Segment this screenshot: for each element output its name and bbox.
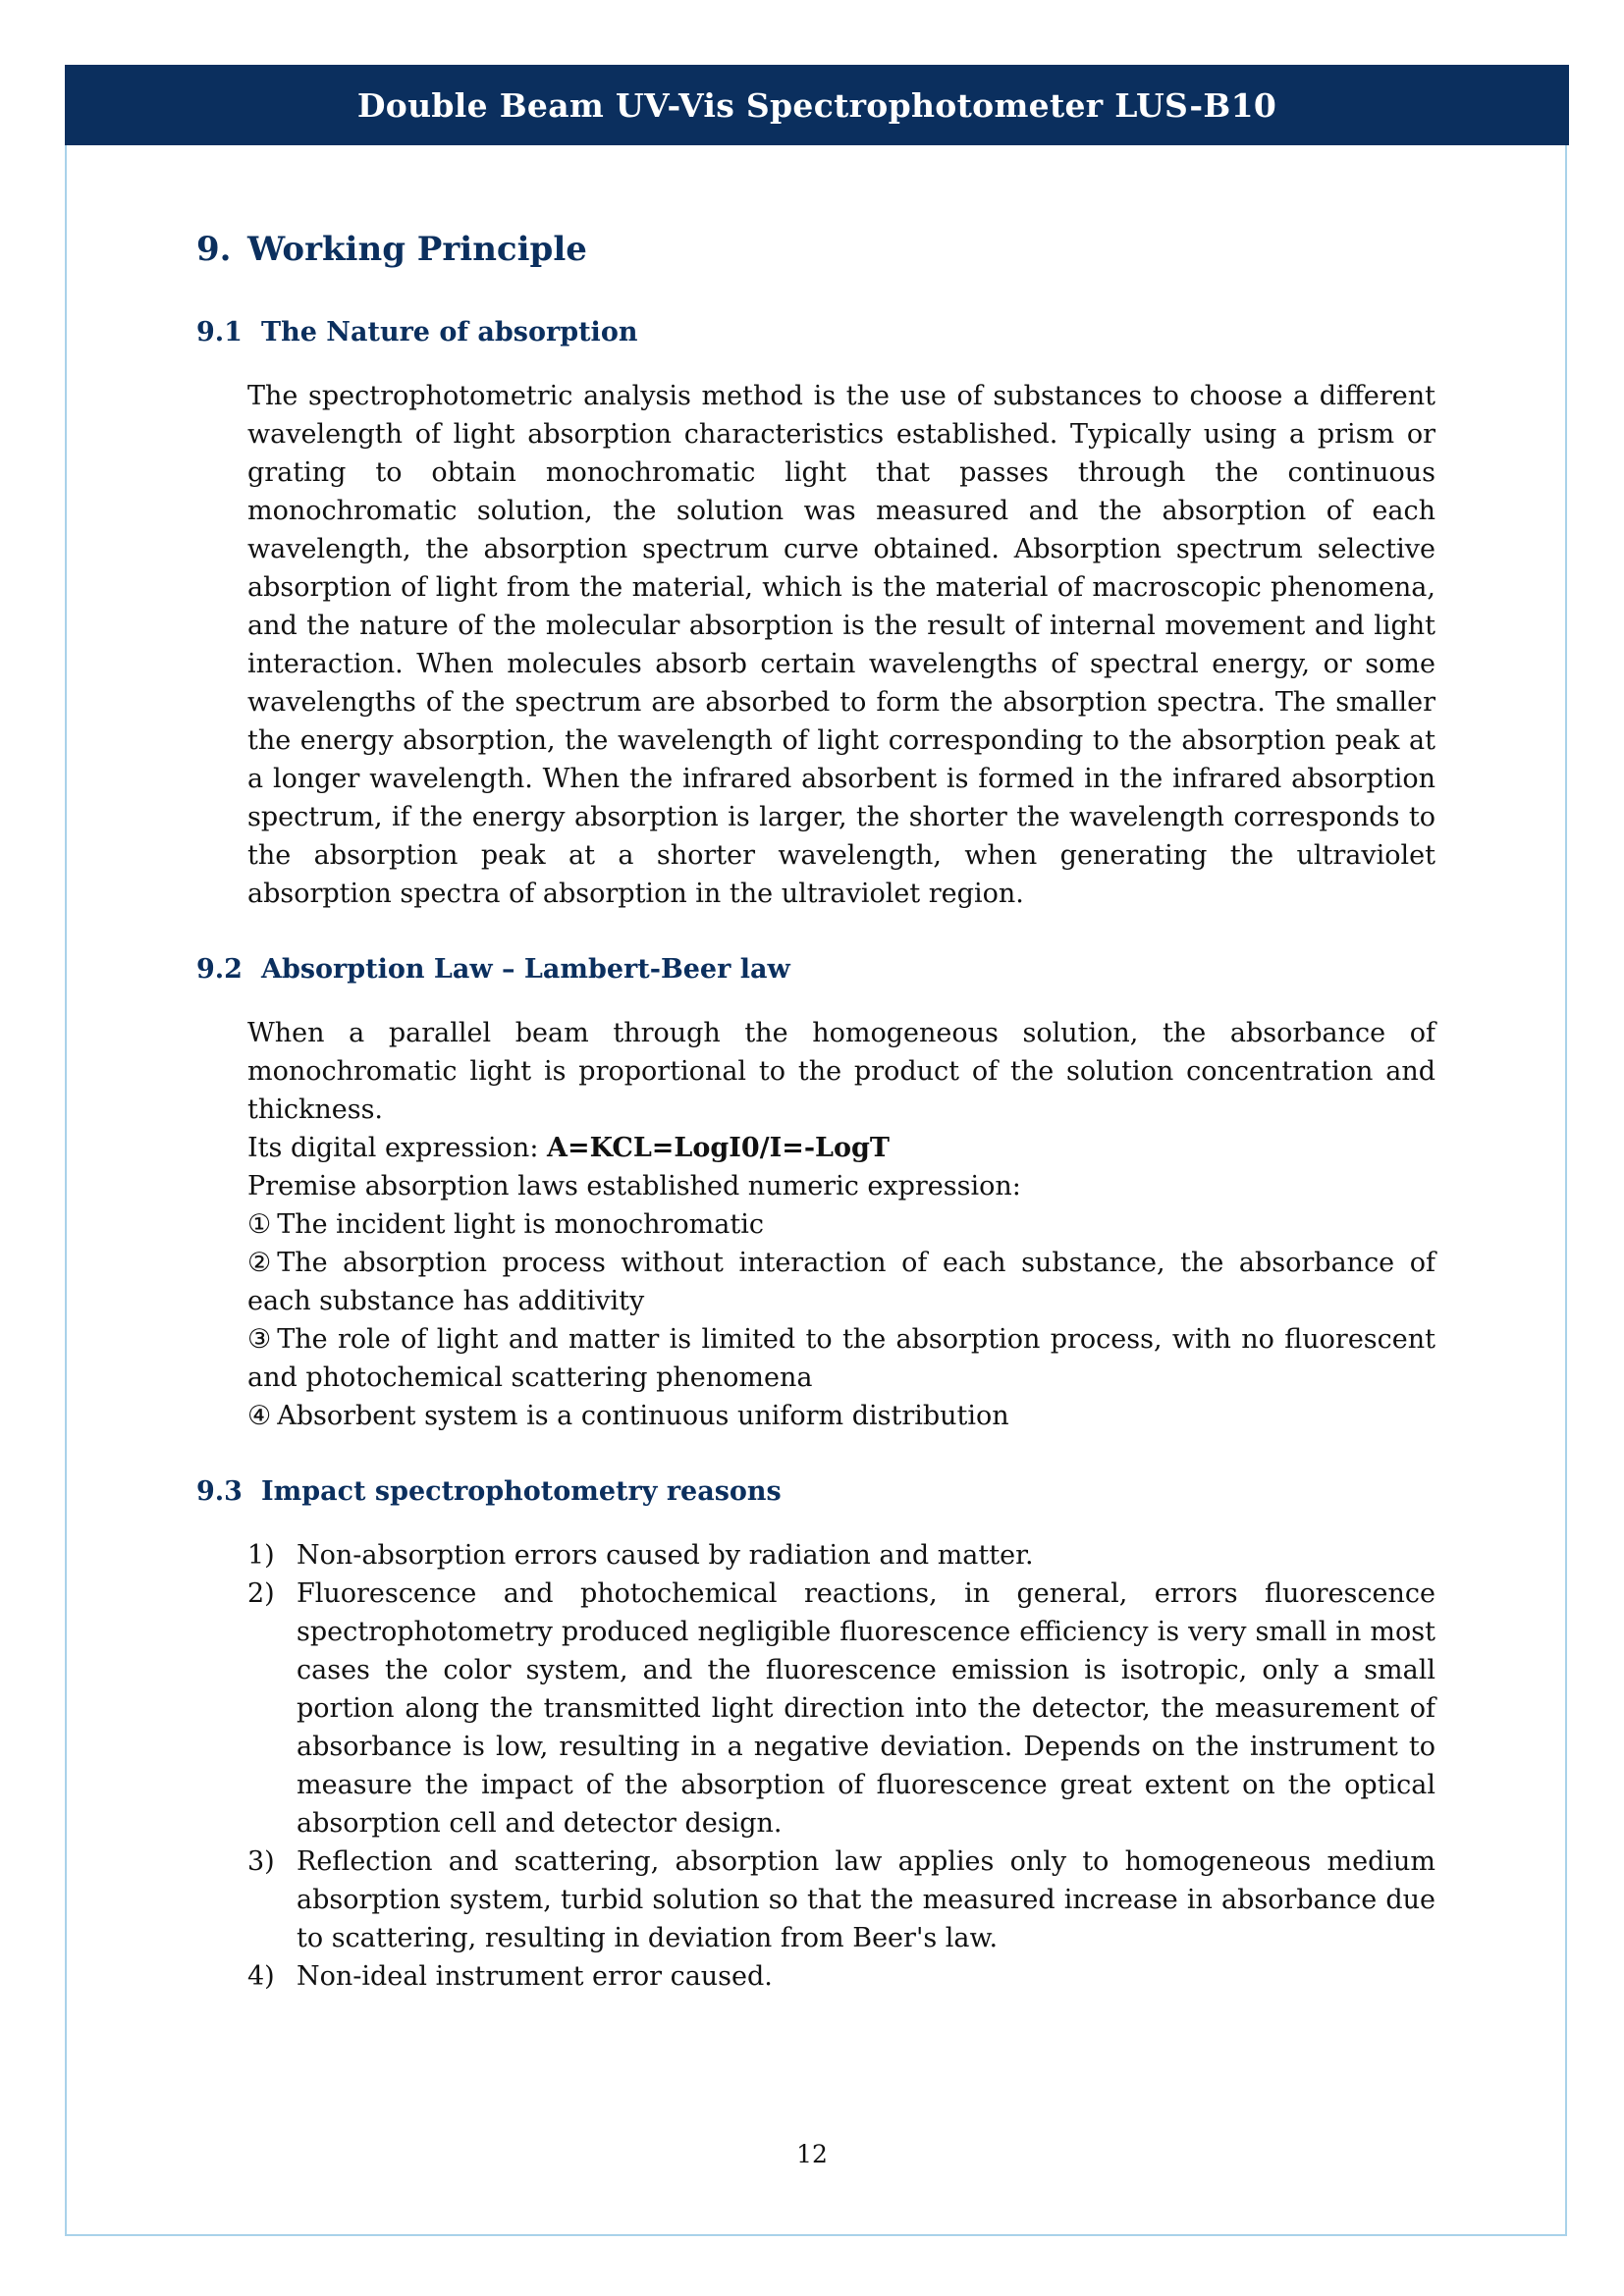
expression-label: Its digital expression: (247, 1132, 548, 1163)
circled-number: ① (247, 1208, 272, 1240)
list-text: Non-ideal instrument error caused. (297, 1961, 773, 1993)
section-lambert-beer-law (196, 952, 1435, 1435)
page-number: 12 (796, 2140, 828, 2168)
formula: A=KCL=LogI0/I=-LogT (547, 1132, 890, 1163)
chapter-title: Working Principle (247, 230, 587, 269)
section-body (247, 1014, 1435, 1435)
section-title: Impact spectrophotometry reasons (261, 1475, 782, 1507)
premise-text: Premise absorption laws established numeric expression: (247, 1170, 1021, 1201)
condition-item (247, 1205, 1435, 1244)
chapter-heading (196, 230, 1435, 270)
section-nature-of-absorption (196, 315, 1435, 913)
list-item (247, 1957, 1435, 1996)
section-body: The spectrophotometric analysis method is the use of substances to choose a different wavelength of light absorption characteristics established. Typically using a prism or grating to obtain monochromatic light that passes through the continuous monochromatic solution, the solution was measured and the absorption of each wavelength, the absorption spectrum curve obtained. Absorption spectrum selective absorption of light from the material, which is the material of macroscopic phenomena, and the nature of the molecular absorption is the result of internal movement and light interaction. When molecules absorb certain wavelengths of spectral energy, or some wavelengths of the spectrum are absorbed to form the absorption spectra. The smaller the energy absorption, the wavelength of light corresponding to the absorption peak at a longer wavelength. When the infrared absorbent is formed in the infrared absorption spectrum, if the energy absorption is larger, the shorter the wavelength corresponds to the absorption peak at a shorter wavelength, when generating the ultraviolet absorption spectra of absorption in the ultraviolet region. (247, 380, 1435, 909)
expression-line (247, 1129, 1435, 1167)
list-number: 1) (247, 1540, 275, 1572)
document-title: Double Beam UV-Vis Spectrophotometer LUS-B10 (356, 85, 1277, 125)
section-number: 9.3 (196, 1475, 243, 1507)
list-number: 3) (247, 1846, 275, 1878)
circled-number: ② (247, 1247, 272, 1278)
list-item (247, 1575, 1435, 1842)
document-header (65, 65, 1569, 145)
list-item (247, 1842, 1435, 1957)
condition-item (247, 1320, 1435, 1397)
condition-item (247, 1397, 1435, 1435)
intro-text: When a parallel beam through the homogeneous solution, the absorbance of monochromatic light is proportional to the product of the solution concentration and thickness. (247, 1017, 1435, 1125)
list-text: Reflection and scattering, absorption law applies only to homogeneous medium absorption system, turbid solution so that the measured increase in absorbance due to scattering, resulting in deviation from Beer's law. (297, 1846, 1435, 1954)
list-number: 4) (247, 1961, 275, 1993)
list-item (247, 1536, 1435, 1575)
section-title: The Nature of absorption (261, 316, 638, 347)
condition-text: The role of light and matter is limited to the absorption process, with no fluorescent and photochemical scattering phenomena (247, 1323, 1435, 1393)
circled-number: ③ (247, 1323, 272, 1355)
condition-item (247, 1244, 1435, 1320)
section-impact-reasons (196, 1474, 1435, 1996)
reasons-list (247, 1536, 1435, 1996)
section-heading (196, 315, 1435, 349)
list-number: 2) (247, 1578, 275, 1610)
chapter-number: 9. (196, 230, 232, 269)
condition-text: The absorption process without interaction of each substance, the absorbance of each substance has additivity (247, 1247, 1435, 1316)
page-content (196, 230, 1435, 2035)
section-heading (196, 952, 1435, 987)
condition-text: The incident light is monochromatic (277, 1208, 764, 1240)
section-title: Absorption Law – Lambert-Beer law (261, 953, 790, 985)
section-number: 9.2 (196, 953, 243, 985)
list-text: Fluorescence and photochemical reactions, in general, errors fluorescence spectrophotometry produced negligible fluorescence efficiency is very small in most cases the color system, and the fluorescence emission is isotropic, only a small portion along the transmitted light direction into the detector, the measurement of absorbance is low, resulting in a negative deviation. Depends on the instrument to measure the impact of the absorption of fluorescence great extent on the optical absorption cell and detector design. (297, 1578, 1435, 1840)
circled-number: ④ (247, 1400, 272, 1431)
section-heading (196, 1474, 1435, 1509)
list-text: Non-absorption errors caused by radiation and matter. (297, 1540, 1034, 1572)
condition-text: Absorbent system is a continuous uniform distribution (277, 1400, 1009, 1431)
section-number: 9.1 (196, 316, 243, 347)
